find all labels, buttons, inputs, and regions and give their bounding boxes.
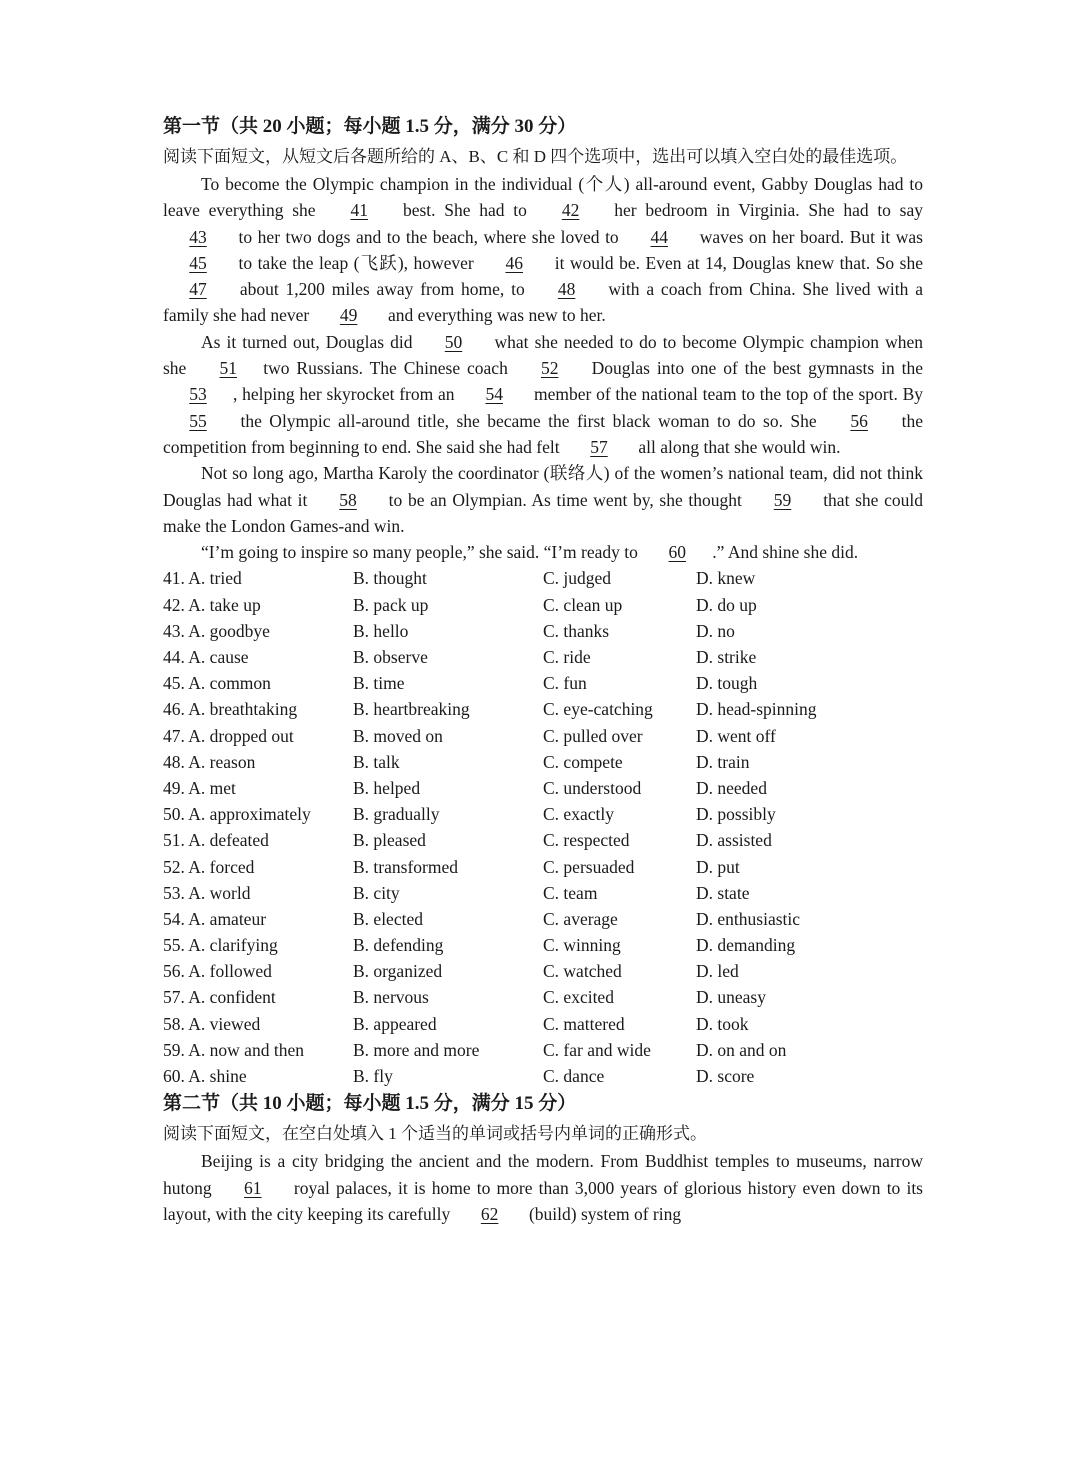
option-choice[interactable]: 56. A. followed [163, 961, 272, 982]
option-choice[interactable]: B. pleased [353, 830, 426, 851]
passage-text: about 1,200 miles away from home, to [233, 279, 532, 300]
option-choice[interactable]: B. heartbreaking [353, 699, 470, 720]
option-choice[interactable]: 58. A. viewed [163, 1013, 261, 1034]
section1-instruction: 阅读下面短文，从短文后各题所给的 A、B、C 和 D 四个选项中，选出可以填入空白处的最佳选项。 [163, 147, 908, 166]
option-choice[interactable]: C. compete [543, 751, 623, 772]
answer-blank[interactable]: 58 [339, 489, 357, 510]
option-row [163, 749, 923, 775]
option-choice[interactable]: B. helped [353, 777, 421, 798]
option-choice[interactable]: C. far and wide [543, 1039, 651, 1060]
option-choice[interactable]: D. score [696, 1066, 755, 1087]
passage-paragraph [163, 539, 923, 565]
option-choice[interactable]: 44. A. cause [163, 647, 249, 668]
passage-text: what she needed to do to become Olympic champion when she [163, 331, 923, 379]
option-row [163, 644, 923, 670]
passage-text: .” And shine she did. [712, 542, 859, 563]
option-choice[interactable]: 60. A. shine [163, 1066, 247, 1087]
option-choice[interactable]: C. thanks [543, 620, 610, 641]
option-choice[interactable]: B. fly [353, 1066, 393, 1087]
exam-page [163, 112, 923, 1227]
answer-blank[interactable]: 59 [773, 489, 792, 510]
answer-blank[interactable]: 62 [480, 1203, 499, 1224]
option-choice[interactable]: B. gradually [353, 804, 440, 825]
option-choice[interactable]: 59. A. now and then [163, 1039, 304, 1060]
answer-blank[interactable]: 54 [485, 384, 504, 405]
option-choice[interactable]: C. dance [543, 1066, 605, 1087]
option-choice[interactable]: C. respected [543, 830, 630, 851]
passage-paragraph [163, 460, 923, 539]
option-choice[interactable]: D. demanding [696, 935, 796, 956]
option-choice[interactable]: C. eye-catching [543, 699, 653, 720]
option-row [163, 1037, 923, 1063]
section1-options [163, 565, 923, 1089]
option-choice[interactable]: C. judged [543, 568, 612, 589]
option-choice[interactable]: B. city [353, 882, 400, 903]
option-choice[interactable]: B. defending [353, 935, 444, 956]
answer-blank[interactable]: 42 [561, 200, 580, 221]
option-choice[interactable]: B. moved on [353, 725, 443, 746]
option-choice[interactable]: D. tough [696, 673, 758, 694]
answer-blank[interactable]: 49 [339, 305, 358, 326]
passage-text: with a coach from China. She lived with a family she had never [163, 279, 923, 326]
option-row [163, 958, 923, 984]
answer-blank[interactable]: 41 [350, 200, 368, 221]
option-choice[interactable]: 50. A. approximately [163, 804, 311, 825]
option-choice[interactable]: 57. A. confident [163, 987, 276, 1008]
option-choice[interactable]: D. knew [696, 568, 756, 589]
option-choice[interactable]: B. thought [353, 568, 427, 589]
option-choice[interactable]: D. put [696, 856, 740, 877]
answer-blank[interactable]: 43 [189, 226, 207, 247]
passage-text: two Russians. The Chinese coach [263, 358, 515, 379]
answer-blank[interactable]: 60 [668, 542, 687, 563]
option-choice[interactable]: B. observe [353, 647, 428, 668]
option-row [163, 696, 923, 722]
passage-text: (build) system of ring [524, 1203, 682, 1224]
option-choice[interactable]: 47. A. dropped out [163, 725, 294, 746]
option-choice[interactable]: D. do up [696, 594, 757, 615]
passage-paragraph [163, 171, 923, 329]
answer-blank[interactable]: 56 [850, 410, 868, 431]
passage-text: As it turned out, Douglas did [201, 331, 419, 352]
answer-blank[interactable]: 50 [444, 331, 463, 352]
answer-blank[interactable]: 45 [189, 252, 207, 273]
answer-blank[interactable]: 44 [650, 226, 668, 247]
option-choice[interactable]: 55. A. clarifying [163, 935, 278, 956]
answer-blank[interactable]: 46 [505, 252, 523, 273]
option-choice[interactable]: D. no [696, 620, 735, 641]
answer-blank[interactable]: 57 [590, 436, 608, 457]
option-choice[interactable]: D. uneasy [696, 987, 766, 1008]
option-row [163, 1011, 923, 1037]
option-choice[interactable]: D. head-spinning [696, 699, 817, 720]
option-choice[interactable]: D. on and on [696, 1039, 787, 1060]
passage-text: Not so long ago, Martha Karoly the coordinator (联络人) of the women’s national team, did not think Douglas had what it [163, 463, 923, 510]
option-choice[interactable]: D. train [696, 751, 750, 772]
option-choice[interactable]: C. clean up [543, 594, 623, 615]
option-row [163, 827, 923, 853]
passage-text: best. She had to [394, 200, 536, 221]
option-choice[interactable]: C. pulled over [543, 725, 643, 746]
option-choice[interactable]: C. team [543, 882, 598, 903]
passage-text: her bedroom in Virginia. She had to say [605, 200, 923, 221]
passage-text: , helping her skyrocket from an [233, 384, 460, 405]
answer-blank[interactable]: 52 [540, 358, 559, 379]
option-choice[interactable]: D. took [696, 1013, 749, 1034]
answer-blank[interactable]: 51 [219, 358, 237, 379]
option-row [163, 618, 923, 644]
option-choice[interactable]: 41. A. tried [163, 568, 242, 589]
option-choice[interactable]: B. talk [353, 751, 400, 772]
option-choice[interactable]: C. exactly [543, 804, 614, 825]
section2-title: 第二节（共 10 小题；每小题 1.5 分，满分 15 分） [163, 1093, 577, 1115]
option-row [163, 932, 923, 958]
option-choice[interactable]: B. more and more [353, 1039, 480, 1060]
option-choice[interactable]: B. hello [353, 620, 409, 641]
option-choice[interactable]: C. mattered [543, 1013, 625, 1034]
passage-text: the competition from beginning to end. She said she had felt [163, 410, 923, 457]
option-row [163, 592, 923, 618]
passage-text: royal palaces, it is home to more than 3,000 years of glorious history even down to its layout, with the city keeping its carefully [163, 1177, 923, 1224]
option-choice[interactable]: 52. A. forced [163, 856, 255, 877]
option-choice[interactable]: 46. A. breathtaking [163, 699, 298, 720]
option-row [163, 801, 923, 827]
option-row [163, 565, 923, 591]
passage-text: waves on her board. But it was [694, 226, 923, 247]
option-choice[interactable]: D. needed [696, 777, 767, 798]
option-row [163, 775, 923, 801]
option-choice[interactable]: 42. A. take up [163, 594, 261, 615]
option-choice[interactable]: B. time [353, 673, 405, 694]
option-choice[interactable]: B. pack up [353, 594, 429, 615]
passage-text: it would be. Even at 14, Douglas knew that. So she [549, 252, 923, 273]
option-choice[interactable]: C. average [543, 908, 618, 929]
option-choice[interactable]: C. winning [543, 935, 621, 956]
passage-text: Douglas into one of the best gymnasts in the [584, 358, 923, 379]
option-choice[interactable]: B. transformed [353, 856, 458, 877]
passage-text: that she could make the London Games-and win. [163, 489, 923, 536]
passage-text: to take the leap (飞跃), however [233, 252, 480, 273]
option-choice[interactable]: C. fun [543, 673, 587, 694]
option-choice[interactable]: C. watched [543, 961, 622, 982]
option-choice[interactable]: D. went off [696, 725, 776, 746]
option-row [163, 1063, 923, 1089]
passage-text: “I’m going to inspire so many people,” she said. “I’m ready to [201, 542, 643, 563]
option-choice[interactable]: 43. A. goodbye [163, 620, 270, 641]
option-row [163, 723, 923, 749]
option-choice[interactable]: D. state [696, 882, 750, 903]
option-row [163, 854, 923, 880]
option-choice[interactable]: B. organized [353, 961, 443, 982]
passage-text: the Olympic all-around title, she became the first black woman to do so. She [233, 410, 825, 431]
option-choice[interactable]: 48. A. reason [163, 751, 256, 772]
option-choice[interactable]: 49. A. met [163, 777, 236, 798]
section2-instruction: 阅读下面短文，在空白处填入 1 个适当的单词或括号内单词的正确形式。 [163, 1124, 707, 1144]
option-choice[interactable]: 54. A. amateur [163, 908, 267, 929]
answer-blank[interactable]: 61 [244, 1177, 262, 1198]
answer-blank[interactable]: 55 [189, 410, 207, 431]
option-choice[interactable]: D. possibly [696, 804, 776, 825]
option-choice[interactable]: D. strike [696, 647, 757, 668]
option-choice[interactable]: D. enthusiastic [696, 908, 801, 929]
passage-text: all along that she would win. [633, 436, 841, 457]
passage-text: Beijing is a city bridging the ancient and the modern. From Buddhist temples to museums, narrow hutong [163, 1151, 923, 1198]
passage-text: to her two dogs and to the beach, where she loved to [233, 226, 625, 247]
passage-text: To become the Olympic champion in the individual (个人) all-around event, Gabby Douglas had to leave everything she [163, 174, 923, 221]
option-choice[interactable]: 45. A. common [163, 673, 271, 694]
option-row [163, 906, 923, 932]
option-choice[interactable]: B. nervous [353, 987, 429, 1008]
option-choice[interactable]: D. assisted [696, 830, 772, 851]
option-choice[interactable]: 51. A. defeated [163, 830, 269, 851]
passage-paragraph [163, 1148, 923, 1227]
option-choice[interactable]: C. excited [543, 987, 614, 1008]
section2-passage [163, 1148, 923, 1227]
passage-text: and everything was new to her. [383, 305, 606, 326]
section1-title: 第一节（共 20 小题；每小题 1.5 分，满分 30 分） [163, 116, 577, 137]
option-choice[interactable]: C. persuaded [543, 856, 635, 877]
option-choice[interactable]: C. understood [543, 777, 642, 798]
option-choice[interactable]: B. appeared [353, 1013, 437, 1034]
passage-text: member of the national team to the top of the sport. By [529, 384, 924, 405]
answer-blank[interactable]: 53 [189, 384, 207, 405]
answer-blank[interactable]: 48 [557, 279, 576, 300]
option-row [163, 880, 923, 906]
option-row [163, 984, 923, 1010]
passage-text: to be an Olympian. As time went by, she thought [383, 489, 748, 510]
answer-blank[interactable]: 47 [189, 279, 207, 300]
option-choice[interactable]: D. led [696, 961, 739, 982]
option-choice[interactable]: C. ride [543, 647, 591, 668]
passage-paragraph [163, 329, 923, 460]
section1-passage [163, 171, 923, 565]
option-row [163, 670, 923, 696]
option-choice[interactable]: B. elected [353, 908, 423, 929]
option-choice[interactable]: 53. A. world [163, 882, 251, 903]
